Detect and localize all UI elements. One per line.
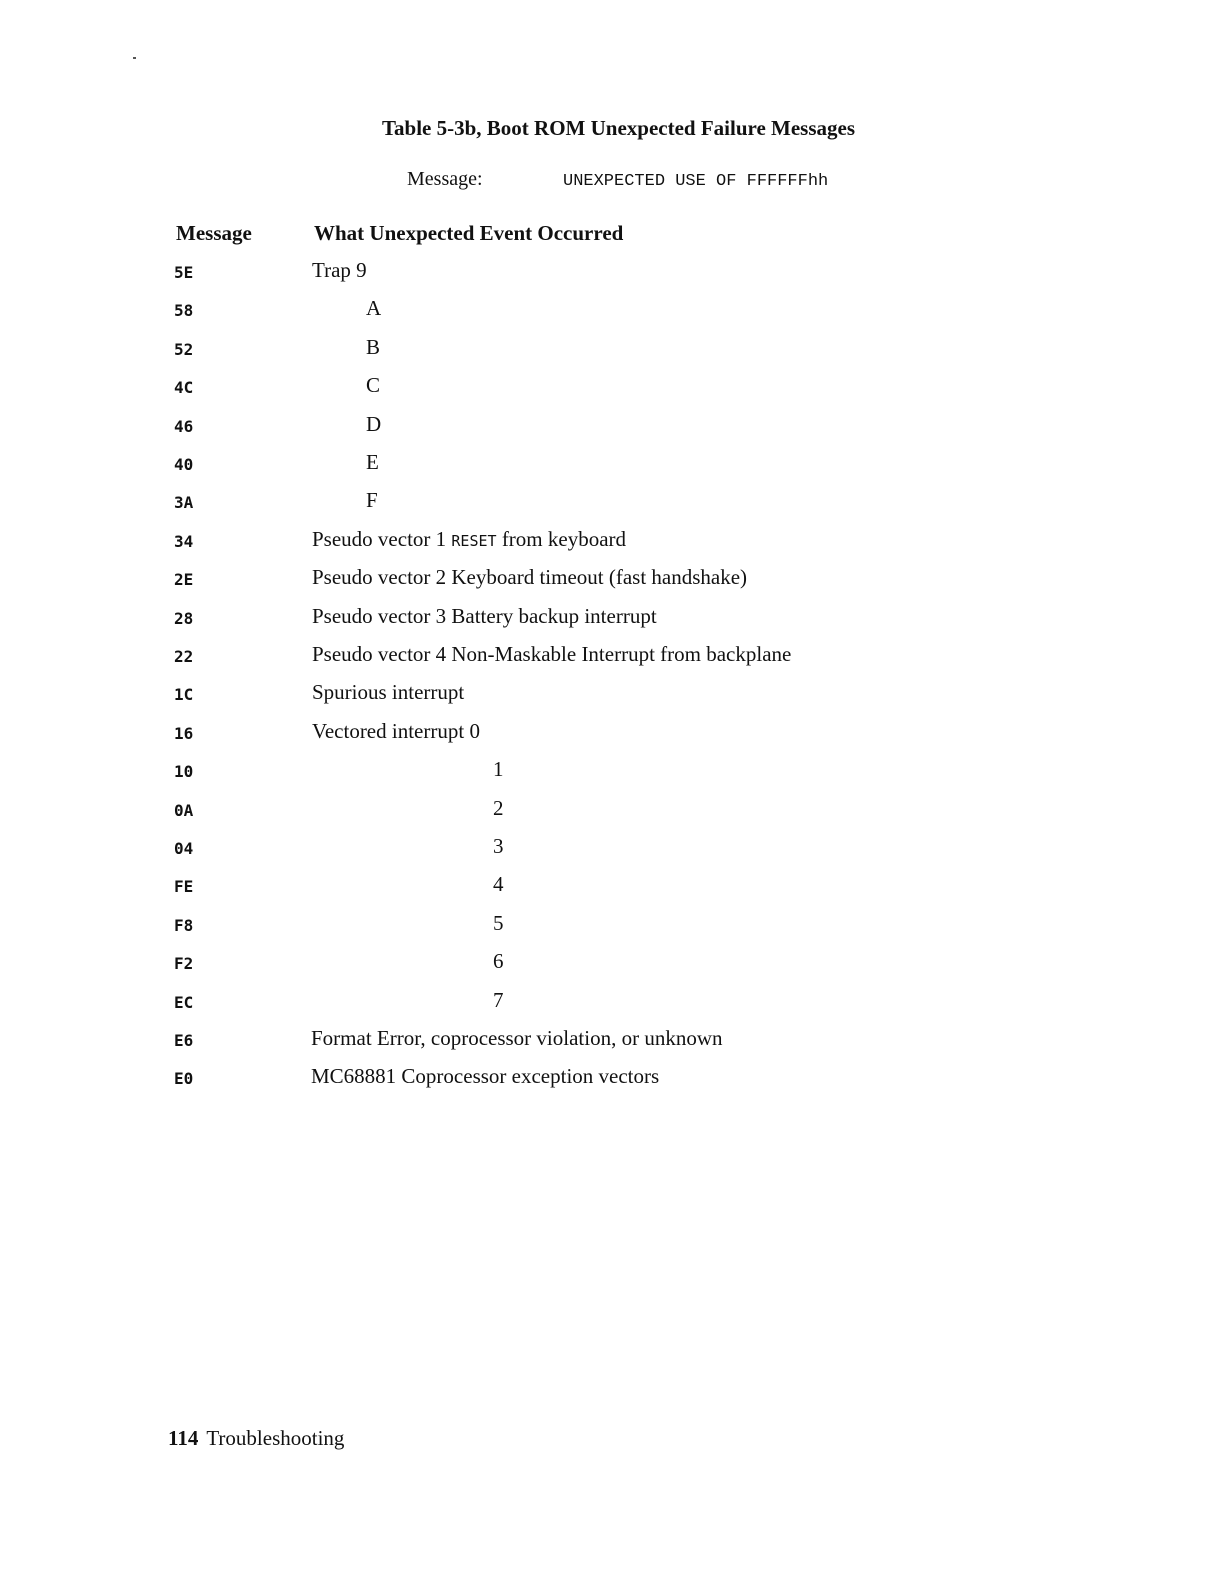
event-description: C [366,373,381,397]
message-code: 0A [174,801,194,820]
reset-keyword: RESET [451,532,497,550]
event-description: Pseudo vector 4 Non-Maskable Interrupt from backplane [312,642,792,666]
message-code: FE [174,877,194,896]
message-code: 16 [174,724,194,743]
table-row [0,680,1227,718]
table-title: Table 5-3b, Boot ROM Unexpected Failure Messages [381,116,856,140]
event-description: D [366,412,382,436]
message-code: 2E [174,570,194,589]
table-row [0,757,1227,795]
event-description [312,527,626,552]
table-row [0,527,1227,565]
column-header-message: Message [176,221,252,245]
message-code: E0 [174,1069,194,1088]
event-suffix: from keyboard [501,527,627,551]
event-description: E [366,450,379,474]
event-prefix: Pseudo vector 1 [312,527,447,551]
message-code: EC [174,993,194,1012]
table-row [0,1064,1227,1102]
event-description: 7 [493,988,504,1012]
message-value: UNEXPECTED USE OF FFFFFFhh [563,172,829,191]
message-code: 40 [174,455,194,474]
table-row [0,296,1227,334]
message-code: 10 [174,762,194,781]
message-label: Message: [407,168,483,190]
message-code: 46 [174,417,194,436]
message-code: 5E [174,263,194,282]
message-code: 28 [174,609,194,628]
event-description: 4 [493,872,504,896]
message-code: 04 [174,839,194,858]
message-code: 3A [174,493,194,512]
table-row [0,796,1227,834]
event-description: A [366,296,382,320]
event-description: 5 [493,911,504,935]
message-code: 22 [174,647,194,666]
table-row [0,565,1227,603]
event-description: Trap 9 [312,258,367,282]
table-row [0,911,1227,949]
table-row [0,642,1227,680]
scan-speck [133,57,136,59]
message-code: 52 [174,340,194,359]
event-description: Pseudo vector 2 Keyboard timeout (fast handshake) [312,565,748,589]
event-description: Format Error, coprocessor violation, or unknown [311,1026,723,1050]
message-code: F2 [174,954,194,973]
message-code: 1C [174,685,194,704]
event-description: 2 [493,796,504,820]
table-row [0,335,1227,373]
column-header-event: What Unexpected Event Occurred [314,221,624,245]
table-row [0,872,1227,910]
table-row [0,834,1227,872]
table-row [0,604,1227,642]
page-number: 114 [168,1426,199,1450]
table-row [0,412,1227,450]
event-description: MC68881 Coprocessor exception vectors [311,1064,660,1088]
table-row [0,373,1227,411]
event-description: Spurious interrupt [312,680,465,704]
table-row [0,450,1227,488]
event-description: Vectored interrupt 0 [312,719,480,743]
table-row [0,258,1227,296]
event-description: 1 [493,757,504,781]
table-row [0,488,1227,526]
table-row [0,1026,1227,1064]
message-code: 4C [174,378,194,397]
page-footer [168,1426,344,1451]
event-description: 3 [493,834,504,858]
event-description: Pseudo vector 3 Battery backup interrupt [312,604,657,628]
message-code: F8 [174,916,194,935]
table-row [0,949,1227,987]
message-code: E6 [174,1031,194,1050]
section-name: Troubleshooting [206,1426,345,1450]
message-code: 34 [174,532,194,551]
message-code: 58 [174,301,194,320]
event-description: F [366,488,378,512]
table-row [0,719,1227,757]
event-description: 6 [493,949,504,973]
event-description: B [366,335,381,359]
table-row [0,988,1227,1026]
